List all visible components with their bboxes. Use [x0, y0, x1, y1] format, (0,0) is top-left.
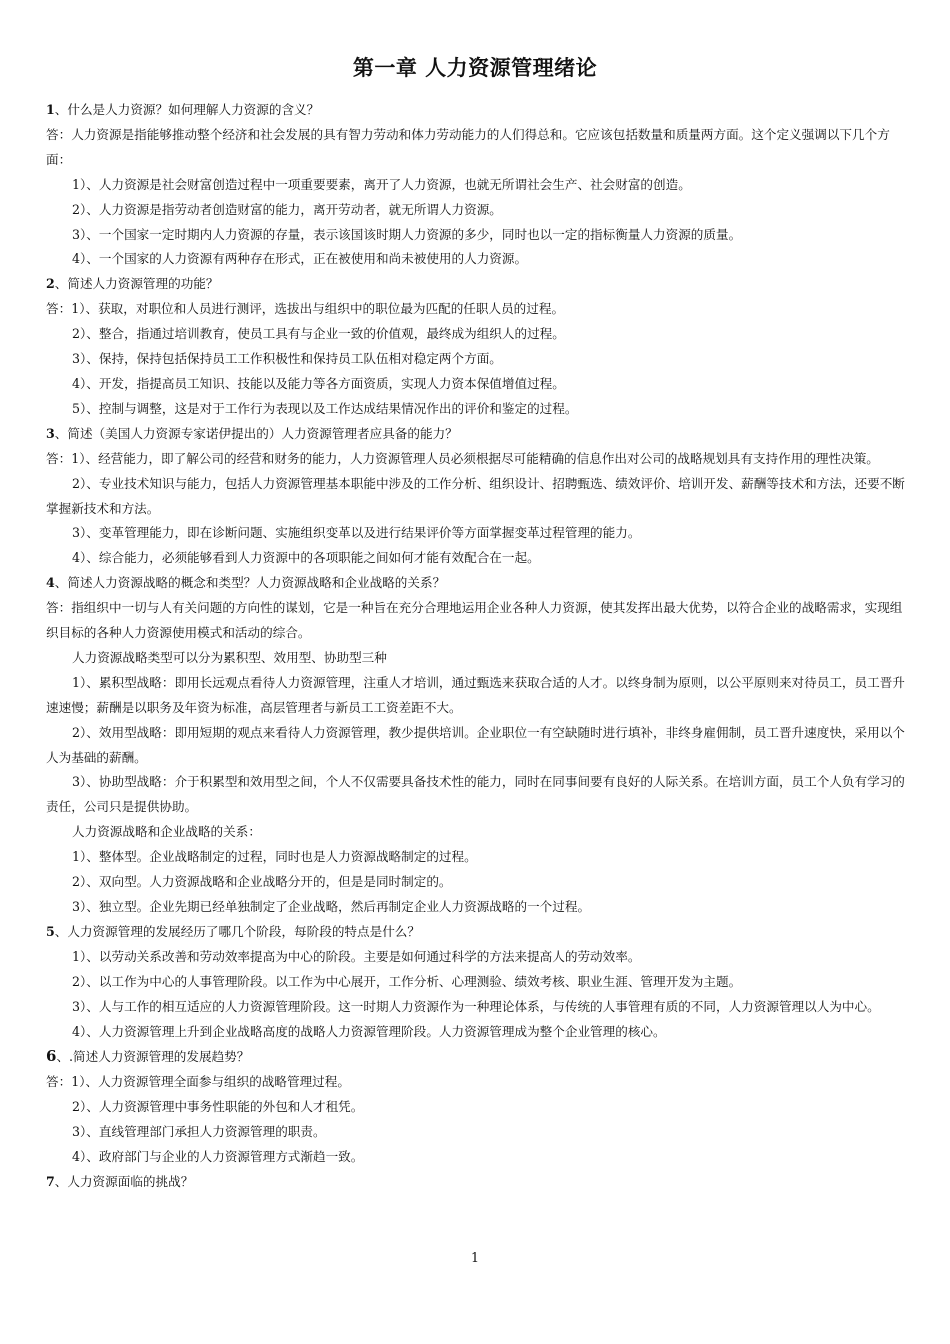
answer-item: 3）、独立型。企业先期已经单独制定了企业战略，然后再制定企业人力资源战略的一个过程。 [72, 899, 591, 914]
answer-item: 2）、整合，指通过培训教育，使员工具有与企业一致的价值观，最终成为组织人的过程。 [72, 326, 565, 342]
question-number: 3 [46, 425, 55, 441]
question-text: 、简述（美国人力资源专家诺伊提出的）人力资源管理者应具备的能力？ [54, 425, 458, 441]
answer-item: 2）、效用型战略：即用短期的观点来看待人力资源管理，教少提供培训。企业职位一有空缺随时进行填补，非终身雇佣制，员工晋升速度快，采用以个人为基础的薪酬。 [46, 724, 905, 765]
answer-item: 1）、人力资源是社会财富创造过程中一项重要要素，离开了人力资源，也就无所谓社会生产、社会财富的创造。 [72, 176, 691, 192]
answer-item: 3）、直线管理部门承担人力资源管理的职责。 [72, 1124, 326, 1140]
question-number: 7 [46, 1173, 55, 1189]
question-number: 6 [46, 1047, 57, 1066]
question-heading [46, 98, 906, 123]
answer-item: 1）、整体型。企业战略制定的过程，同时也是人力资源战略制定的过程。 [72, 849, 477, 865]
answer-item: 2）、专业技术知识与能力，包括人力资源管理基本职能中涉及的工作分析、组织设计、招聘甄选、绩效评价、培训开发、薪酬等技术和方法，还要不断掌握新技术和方法。 [46, 475, 905, 516]
answer-item: 2）、双向型。人力资源战略和企业战略分开的，但是是同时制定的。 [72, 874, 452, 890]
answer-item: 3）、变革管理能力，即在诊断问题、实施组织变革以及进行结果评价等方面掌握变革过程管理的能力。 [72, 525, 641, 541]
answer-paragraph: 答：指组织中一切与人有关问题的方向性的谋划，它是一种旨在充分合理地运用企业各种人力资源，使其发挥出最大优势，以符合企业的战略需求，实现组织目标的各种人力资源使用模式和活动的综合。 [46, 600, 903, 641]
question-text: 、简述人力资源管理的功能？ [54, 276, 219, 292]
answer-item: 4）、一个国家的人力资源有两种存在形式，正在被使用和尚未被使用的人力资源。 [72, 251, 528, 267]
answer-item: 1）、累积型战略：即用长远观点看待人力资源管理，注重人才培训，通过甄选来获取合适的人才。以终身制为原则，以公平原则来对待员工，员工晋升速速慢；薪酬是以职务及年资为标准，高层管理者与新员工工资差距不大。 [46, 674, 905, 715]
question-text: 、简述人力资源战略的概念和类型？人力资源战略和企业战略的关系？ [54, 575, 446, 591]
answer-item: 3）、保持，保持包括保持员工工作积极性和保持员工队伍相对稳定两个方面。 [72, 351, 502, 367]
answer-item: 1）、以劳动关系改善和劳动效率提高为中心的阶段。主要是如何通过科学的方法来提高人的劳动效率。 [72, 948, 641, 964]
question-heading [46, 1044, 906, 1070]
answer-item: 2）、以工作为中心的人事管理阶段。以工作为中心展开，工作分析、心理测验、绩效考核、职业生涯、管理开发为主题。 [72, 973, 742, 989]
question-heading [46, 272, 906, 297]
answer-item: 2）、人力资源管理中事务性职能的外包和人才租凭。 [72, 1099, 364, 1115]
question-heading [46, 571, 906, 596]
answer-item: 4）、政府部门与企业的人力资源管理方式渐趋一致。 [72, 1149, 364, 1165]
answer-item: 3）、一个国家一定时期内人力资源的存量，表示该国该时期人力资源的多少，同时也以一定的指标衡量人力资源的质量。 [72, 226, 742, 242]
question-number: 5 [46, 923, 55, 939]
question-heading [46, 920, 906, 945]
answer-paragraph: 答：1）、获取，对职位和人员进行测评，选拔出与组织中的职位最为匹配的任职人员的过程。 [46, 301, 565, 317]
answer-paragraph: 答：1）、人力资源管理全面参与组织的战略管理过程。 [46, 1074, 350, 1090]
question-number: 1 [46, 102, 55, 117]
question-heading [46, 1170, 906, 1195]
question-text: 、人力资源管理的发展经历了哪几个阶段，每阶段的特点是什么？ [54, 923, 420, 939]
chapter-title: 第一章 人力资源管理绪论 [352, 56, 598, 80]
answer-item: 4）、综合能力，必须能够看到人力资源中的各项职能之间如何才能有效配合在一起。 [72, 550, 540, 566]
question-text: 、人力资源面临的挑战？ [54, 1173, 194, 1189]
answer-item: 4）、人力资源管理上升到企业战略高度的战略人力资源管理阶段。人力资源管理成为整个企业管理的核心。 [72, 1023, 666, 1039]
answer-item: 2）、人力资源是指劳动者创造财富的能力，离开劳动者，就无所谓人力资源。 [72, 201, 502, 217]
answer-item: 3）、人与工作的相互适应的人力资源管理阶段。这一时期人力资源作为一种理论体系，与传统的人事管理有质的不同，人力资源管理以人为中心。 [72, 998, 880, 1014]
question-text: 、.简述人力资源管理的发展趋势？ [56, 1049, 250, 1065]
answer-item: 4）、开发，指提高员工知识、技能以及能力等各方面资质，实现人力资本保值增值过程。 [72, 375, 565, 391]
answer-paragraph: 答：人力资源是指能够推动整个经济和社会发展的具有智力劳动和体力劳动能力的人们得总和。它应该包括数量和质量两方面。这个定义强调以下几个方面： [46, 126, 890, 167]
answer-item: 5）、控制与调整，这是对于工作行为表现以及工作达成结果情况作出的评价和鉴定的过程。 [72, 400, 578, 416]
page-number: 1 [470, 1250, 479, 1265]
question-number: 4 [46, 575, 55, 591]
answer-paragraph: 答：1）、经营能力，即了解公司的经营和财务的能力，人力资源管理人员必须根据尽可能精确的信息作出对公司的战略规划具有支持作用的理性决策。 [46, 450, 879, 466]
document-body [46, 98, 906, 1195]
question-text: 、什么是人力资源？如何理解人力资源的含义？ [54, 102, 320, 117]
answer-item: 3）、协助型战略：介于积累型和效用型之间，个人不仅需要具备技术性的能力，同时在同事间要有良好的人际关系。在培训方面，员工个人负有学习的责任，公司只是提供协助。 [46, 774, 905, 815]
question-number: 2 [46, 276, 55, 292]
question-heading [46, 422, 906, 447]
answer-item: 人力资源战略类型可以分为累积型、效用型、协助型三种 [72, 649, 387, 665]
answer-item: 人力资源战略和企业战略的关系： [72, 824, 261, 840]
